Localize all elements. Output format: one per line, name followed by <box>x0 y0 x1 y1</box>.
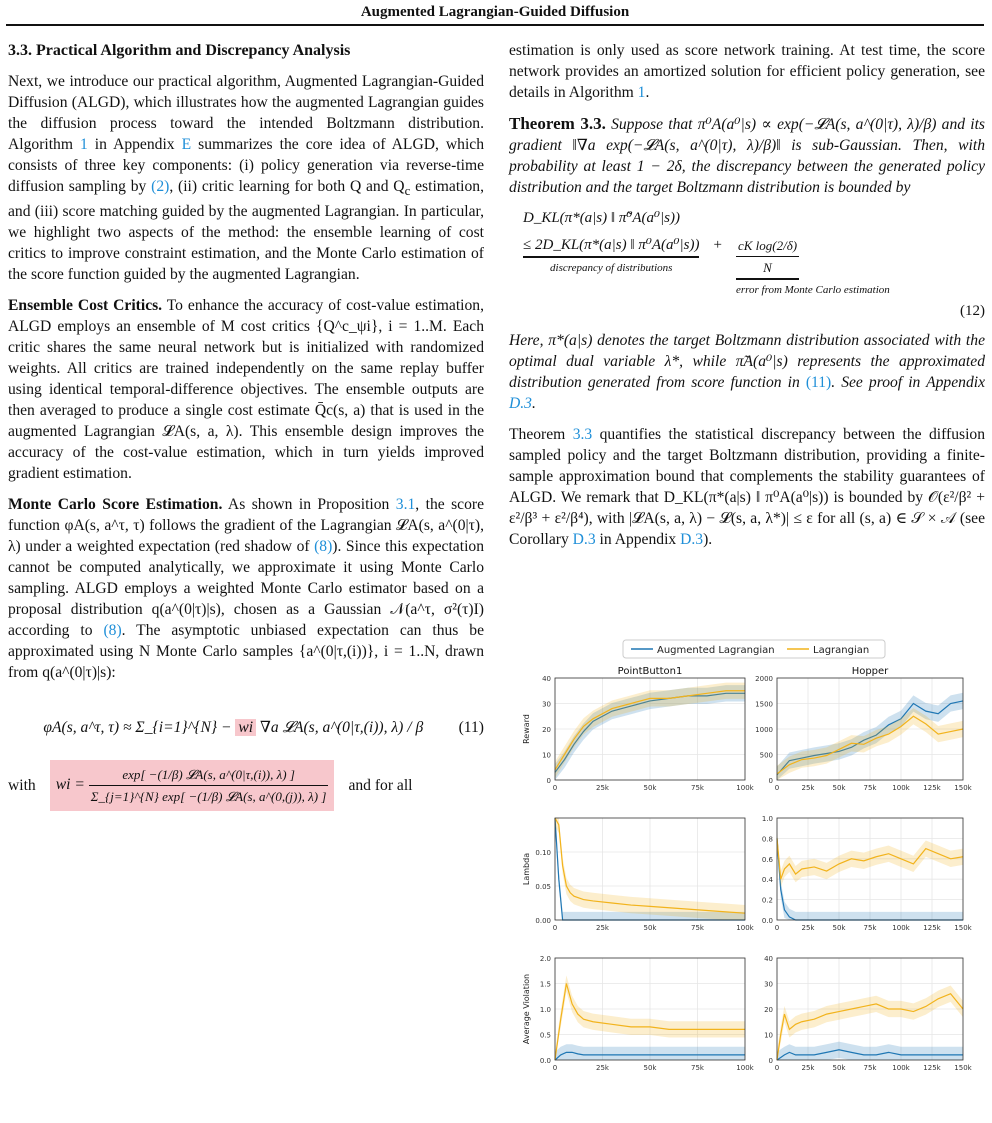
tick-label-x: 0 <box>552 1064 558 1072</box>
tick-label-x: 100k <box>892 1064 910 1072</box>
ref-eq-11[interactable]: (11) <box>805 374 832 391</box>
tick-label-x: 50k <box>643 784 657 792</box>
equation-number-12: (12) <box>960 303 985 319</box>
weight-definition-row: with wi = $\frac{\text{exp[ −(1/β) 𝓛A(s, a\textasciicircum{}(0|τ,(i)), λ) ]}}{\text{Σ\_\{j=1\}\textasciicircum{}\{N\} exp[ −(1/β) 𝓛A(s, a\textasciicircum{}(0,(j)), λ) ]}}$ and for all <box>8 760 484 811</box>
ref-theorem-3-3[interactable]: 3.3 <box>572 426 593 443</box>
panel-title: PointButton1 <box>617 666 683 677</box>
legend-label-augmented: Augmented Lagrangian <box>657 645 775 656</box>
tick-label-x: 75k <box>863 784 877 792</box>
tick-label-x: 150k <box>954 924 972 932</box>
tick-label-x: 150k <box>954 1064 972 1072</box>
tick-label-x: 50k <box>832 784 846 792</box>
mc-paragraph: Monte Carlo Score Estimation. As shown in Proposition 3.1, the score function φA(s, a^τ, τ) follows the gradient of the Lagrangian 𝓛A(s, a^(0|τ), λ) under a weighted expectation (red shadow of (8)). Since this expectation cannot be computed analytically, we approximate it using Monte Carlo sampling. ALGD employs a weighted Monte Carlo estimator based on a proposal distribution q(a^(0|τ)|s), chosen as a Gaussian 𝒩(a^τ, σ²(τ)I) according to (8). The asymptotic unbiased expectation can thus be approximated using N Monte Carlo samples {a^(0|τ,(i))}, i = 1..N, drawn from q(a^(0|τ)|s): <box>8 496 485 682</box>
tick-label-y: 10 <box>764 1031 773 1040</box>
tick-label-x: 25k <box>801 784 815 792</box>
tick-label-y: 0.10 <box>535 849 551 857</box>
ref-corollary-d3[interactable]: D.3 <box>572 531 596 548</box>
tick-label-y: 0.0 <box>761 917 773 925</box>
tick-label-x: 75k <box>691 784 704 792</box>
tick-label-y: 0.0 <box>539 1057 551 1065</box>
axis-label-y: Average Violation <box>522 973 531 1045</box>
ensemble-heading: Ensemble Cost Critics. <box>8 297 163 315</box>
tick-label-y: 2000 <box>755 675 773 683</box>
tick-label-y: 30 <box>764 980 773 989</box>
tick-label-x: 100k <box>892 924 910 932</box>
tick-label-y: 1.5 <box>539 980 551 989</box>
tick-label-x: 100k <box>736 1064 754 1072</box>
tick-label-x: 125k <box>923 1064 941 1072</box>
equation-number-11: (11) <box>458 719 484 737</box>
ref-algorithm-1[interactable]: 1 <box>79 136 88 153</box>
ref-eq-8-second[interactable]: (8) <box>103 622 122 640</box>
running-header: Augmented Lagrangian-Guided Diffusion <box>360 4 630 20</box>
theorem-label: Theorem 3.3. <box>509 114 606 133</box>
ref-eq-8[interactable]: (8) <box>314 538 333 556</box>
tick-label-x: 25k <box>596 784 609 792</box>
left-column <box>8 40 484 811</box>
section-title: 3.3. Practical Algorithm and Discrepancy Analysis <box>8 42 351 59</box>
tick-label-y: 0.05 <box>535 883 551 891</box>
tick-label-x: 125k <box>923 784 941 792</box>
tick-label-y: 40 <box>764 955 773 963</box>
bound-equation: D_KL(π*(a|s) ‖ π̃⁰A(a⁰|s)) ≤ 2D_KL(π*(a|s) ‖ π⁰A(a⁰|s)) discrepancy of distributions + $\frac{\text{cK log(2/δ)}}{N}$ error from Monte Carlo estimation (12) <box>523 208 985 322</box>
tick-label-y: 1.0 <box>761 815 773 823</box>
tick-label-y: 0.8 <box>761 835 773 844</box>
theorem-discussion: Theorem 3.3 quantifies the statistical discrepancy between the diffusion sampled policy and the target Boltzmann distribution, providing a finite-sample approximation bound that complements the stability guarantees of ALGD. We remark that D_KL(π*(a|s) ‖ π⁰A(a⁰|s)) is bounded by 𝒪(ε²/β² + ε²/β³ + ε²/β⁴), with |𝓛A(s, a, λ) − 𝓛(s, a, λ*)| ≤ ε for all (s, a) ∈ 𝒮 × 𝒜 (see Corollary D.3 in Appendix D.3). <box>509 426 985 548</box>
header-rule <box>6 24 984 26</box>
tick-label-y: 0.6 <box>761 855 773 864</box>
tick-label-x: 75k <box>691 924 704 932</box>
tick-label-y: 20 <box>764 1006 773 1014</box>
tick-label-y: 0.00 <box>535 917 551 925</box>
ref-prop-3-1[interactable]: 3.1 <box>395 496 416 514</box>
theorem-3-3: Theorem 3.3. Suppose that π⁰A(a⁰|s) ∝ exp(−𝓛A(s, a^(0|τ), λ)/β) and its gradient ‖∇a exp(−𝓛A(s, a^(0|τ), λ)/β)‖ is sub-Gaussian. Then, with probability at least 1 − 2δ, the discrepancy between the generated policy distribution and the target Boltzmann distribution is bounded by <box>509 114 985 196</box>
tick-label-x: 0 <box>552 924 558 932</box>
tick-label-y: 1000 <box>755 726 773 734</box>
tick-label-y: 2.0 <box>539 955 551 963</box>
tick-label-x: 25k <box>596 1064 609 1072</box>
ref-appendix-d3[interactable]: D.3 <box>509 395 532 412</box>
legend-label-lagrangian: Lagrangian <box>813 645 870 656</box>
tick-label-y: 0.5 <box>539 1031 551 1040</box>
tick-label-x: 0 <box>774 1064 780 1072</box>
tick-label-y: 10 <box>542 751 551 760</box>
tick-label-y: 20 <box>542 726 551 734</box>
tick-label-y: 0.4 <box>761 876 773 885</box>
tick-label-x: 50k <box>832 924 846 932</box>
tick-label-x: 50k <box>832 1064 846 1072</box>
equation-11: φA(s, a^τ, τ) ≈ Σ_{i=1}^{N} − wi ∇a 𝓛A(s, a^(0|τ,(i)), λ) / β (11) <box>43 719 484 737</box>
tick-label-x: 150k <box>954 784 972 792</box>
tick-label-y: 30 <box>542 700 551 709</box>
tick-label-x: 125k <box>923 924 941 932</box>
ref-appendix-d3-b[interactable]: D.3 <box>680 531 704 548</box>
axis-label-y: Reward <box>522 714 531 744</box>
axis-label-y: Lambda <box>522 852 531 886</box>
tick-label-y: 0.2 <box>761 896 773 905</box>
tick-label-y: 0 <box>768 777 773 785</box>
tick-label-x: 100k <box>892 784 910 792</box>
ref-eq-2[interactable]: (2) <box>151 178 170 195</box>
tick-label-x: 50k <box>643 1064 657 1072</box>
tick-label-y: 1500 <box>755 700 773 709</box>
tick-label-y: 0 <box>546 777 551 785</box>
ref-algorithm-1-right[interactable]: 1 <box>637 84 646 101</box>
tick-label-x: 0 <box>774 924 780 932</box>
here-paragraph: Here, π*(a|s) denotes the target Boltzmann distribution associated with the optimal dual variable λ*, while π̃A(a⁰|s) represents the approximated distribution generated from score function in (11). See proof in Appendix D.3. <box>509 332 985 412</box>
tick-label-y: 0 <box>768 1057 773 1065</box>
tick-label-y: 500 <box>759 751 773 760</box>
panel-title: Hopper <box>851 666 889 677</box>
tick-label-x: 100k <box>736 784 754 792</box>
results-figure <box>511 638 985 1098</box>
tick-label-x: 100k <box>736 924 754 932</box>
mc-heading: Monte Carlo Score Estimation. <box>8 496 223 514</box>
ref-appendix-e[interactable]: E <box>181 136 192 153</box>
weight-highlight: wi <box>235 719 256 736</box>
intro-paragraph: Next, we introduce our practical algorithm, Augmented Lagrangian-Guided Diffusion (ALGD), which illustrates how the augmented Lagrangian guides the diffusion process toward the intended Boltzmann distribution. Algorithm 1 in Appendix E summarizes the core idea of ALGD, which consists of three key components: (i) policy generation via reverse-time diffusion sampling by (2), (ii) critic learning for both Q and $Q_c$ estimation, and (iii) score matching guided by the augmented Lagrangian. In particular, we highlight two aspects of the method: the ensemble learning of cost critics to improve constraint estimation, and the Monte Carlo estimation of the score function guided by the augmented Lagrangian. <box>8 73 484 284</box>
tick-label-x: 25k <box>801 924 815 932</box>
right-paragraph-1: estimation is only used as score network training. At test time, the score network provides an amortized solution for efficient policy generation, see details in Algorithm 1. <box>509 42 985 101</box>
tick-label-x: 50k <box>643 924 657 932</box>
results-chart-svg <box>511 638 985 1098</box>
tick-label-y: 40 <box>542 675 551 683</box>
ensemble-paragraph: Ensemble Cost Critics. To enhance the accuracy of cost-value estimation, ALGD employs an ensemble of M cost critics {Q^c_ψi}, i = 1..M. Each critic shares the same neural network but is initialized with randomized weights. All critics are trained independently on the same replay buffer using identical temporal-difference objectives. The ensemble outputs are then averaged to produce a single cost estimate Q̄c(s, a) that is used in the augmented Lagrangian 𝓛A(s, a, λ). This ensemble design improves the accuracy of the cost-value estimation, which in turn yields improved gradient estimation. <box>8 297 484 483</box>
weight-definition-box: wi = $\frac{\text{exp[ −(1/β) 𝓛A(s, a\textasciicircum{}(0|τ,(i)), λ) ]}}{\text{Σ\_\{j=1\}\textasciicircum{}\{N\} exp[ −(1/β) 𝓛A(s, a\textasciicircum{}(0,(j)), λ) ]}}$ <box>50 760 335 811</box>
tick-label-x: 25k <box>596 924 609 932</box>
tick-label-x: 25k <box>801 1064 815 1072</box>
right-column <box>509 40 985 560</box>
tick-label-x: 75k <box>863 1064 877 1072</box>
tick-label-x: 75k <box>863 924 877 932</box>
tick-label-x: 0 <box>552 784 558 792</box>
tick-label-x: 0 <box>774 784 780 792</box>
tick-label-y: 1.0 <box>539 1006 551 1014</box>
tick-label-x: 75k <box>691 1064 704 1072</box>
